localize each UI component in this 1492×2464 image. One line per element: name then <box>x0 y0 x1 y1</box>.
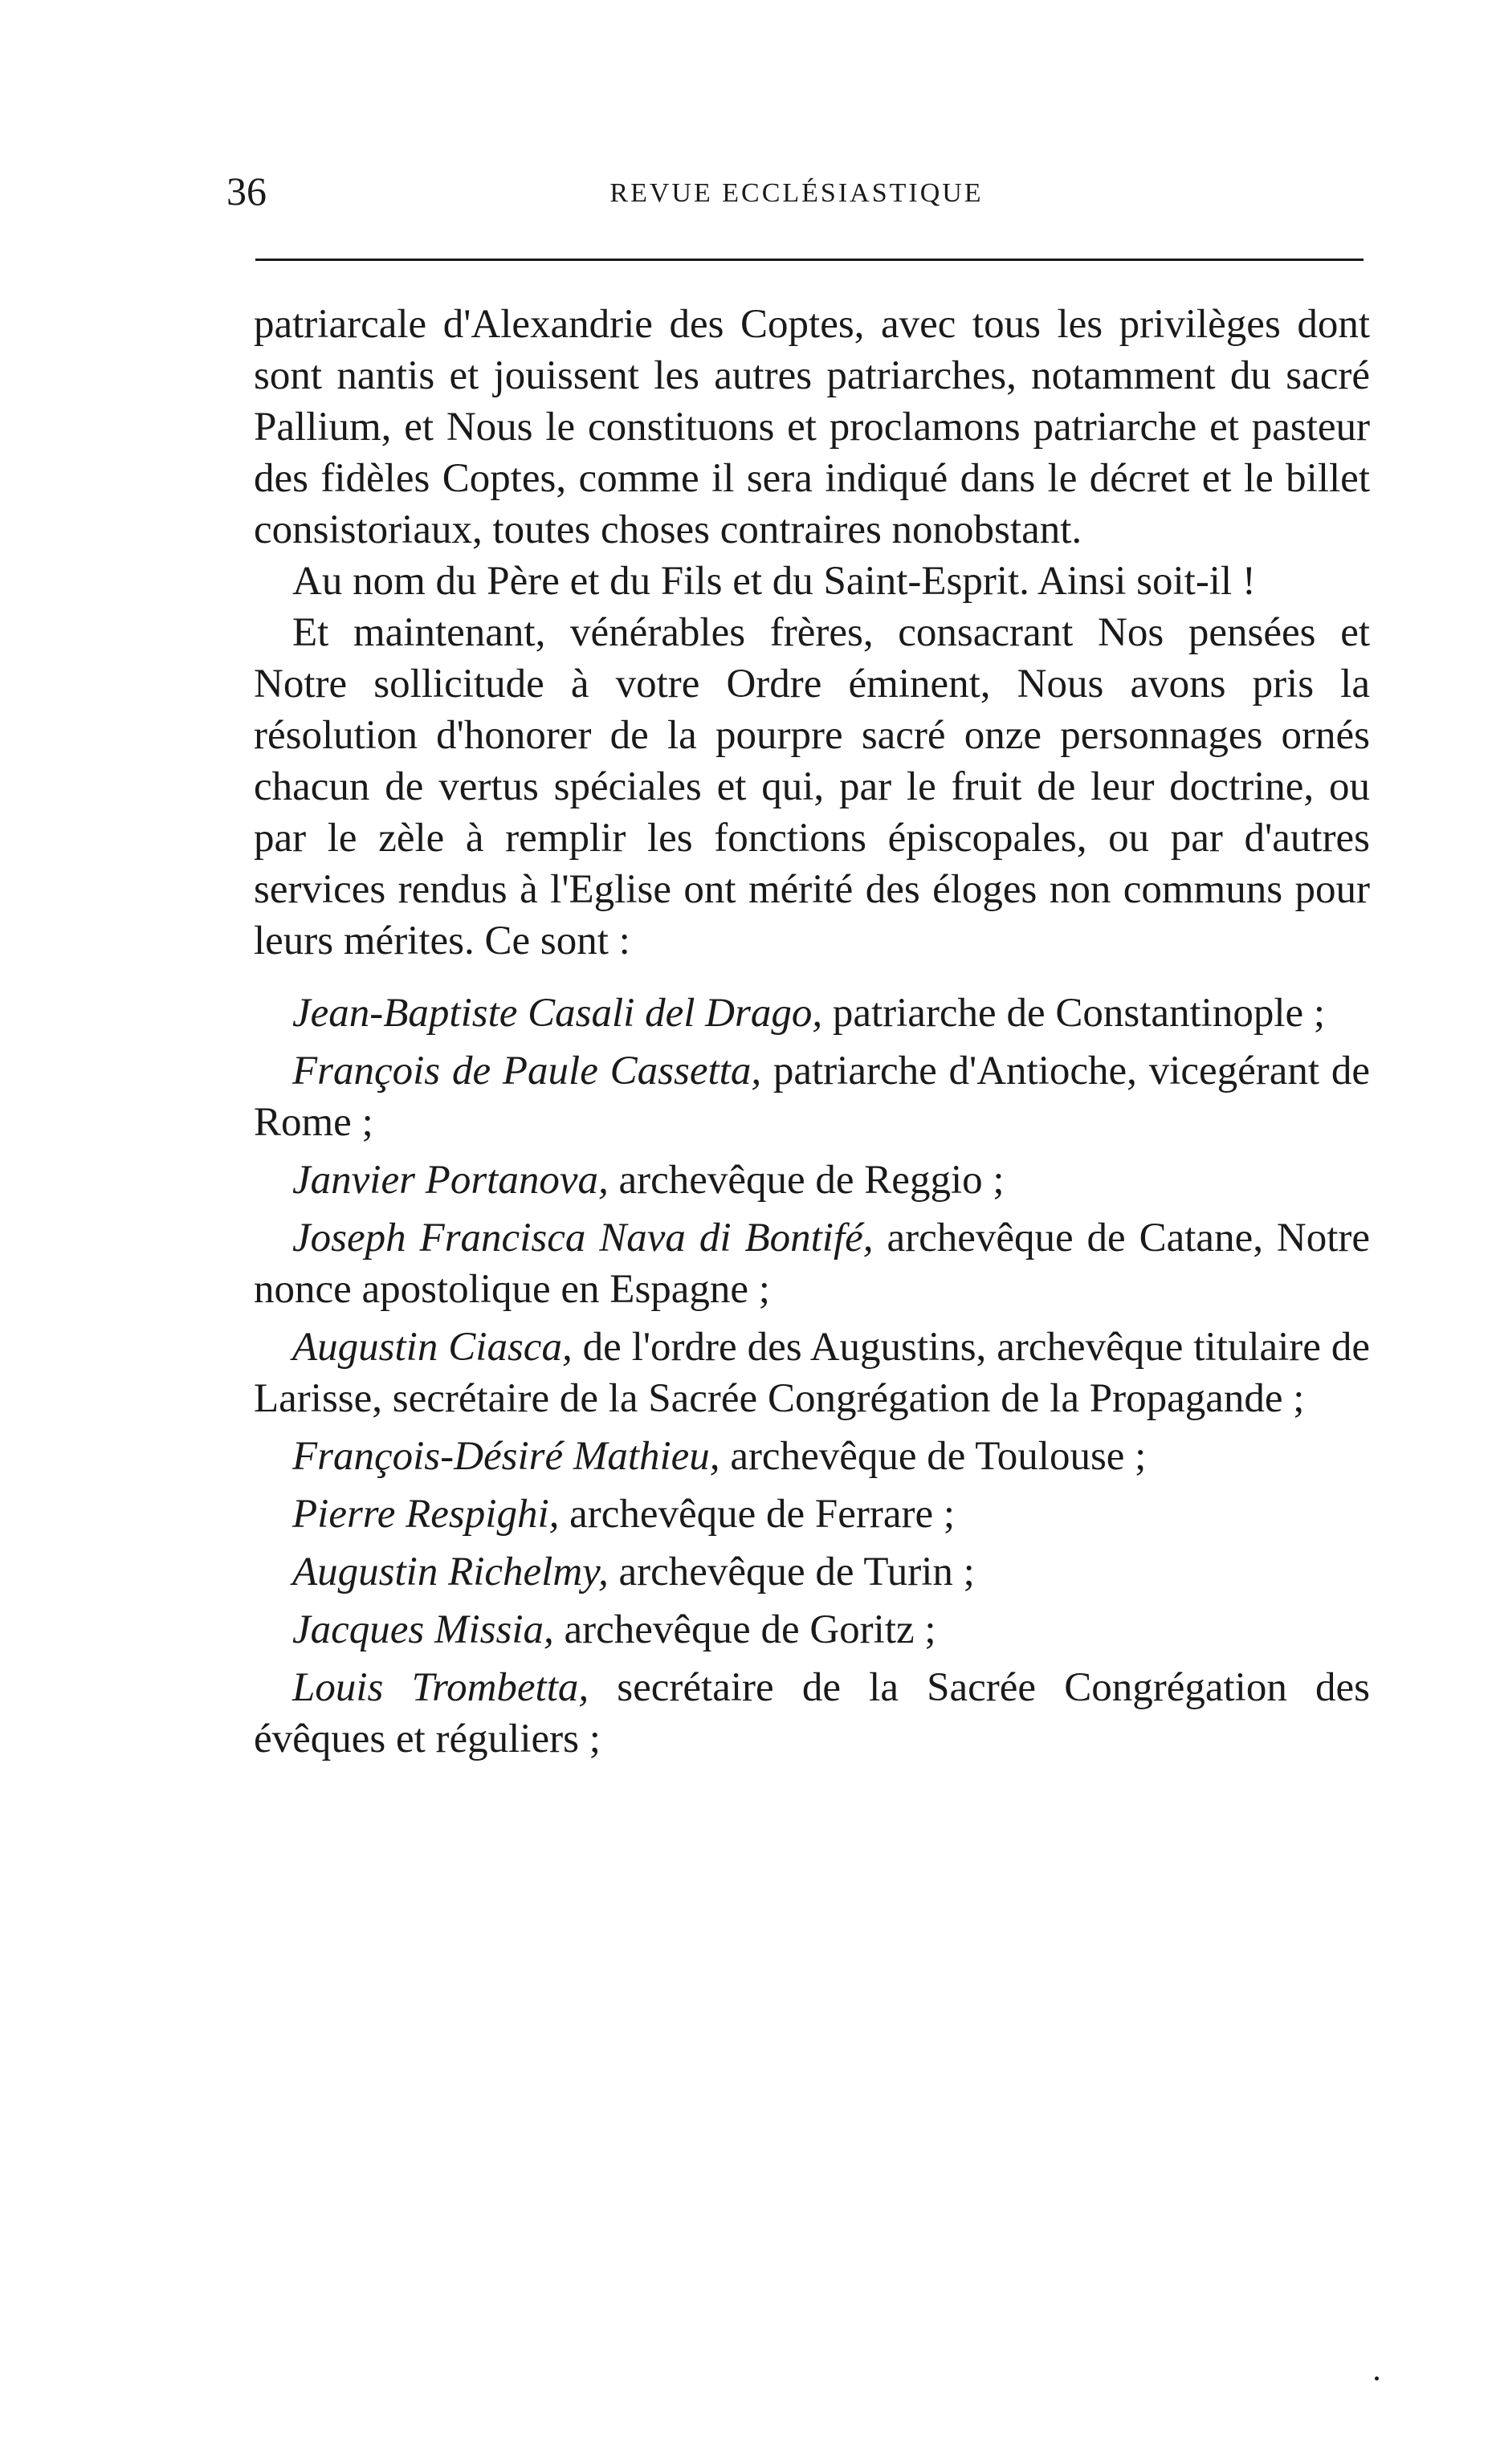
cardinal-title: archevêque de Catane, Notre nonce apostolique en Espagne ; <box>254 1216 1371 1312</box>
cardinal-title: patriarche d'Antioche, vicegérant de Rome ; <box>254 1049 1370 1145</box>
list-item <box>254 1155 1370 1206</box>
cardinal-title: archevêque de Turin ; <box>608 1550 975 1594</box>
header-rule <box>255 259 1364 261</box>
page-number: 36 <box>226 169 267 214</box>
cardinal-list <box>254 988 1370 1765</box>
cardinal-title: de l'ordre des Augustins, archevêque titulaire de Larisse, secrétaire de la Sacrée Congrégation de la Propagande ; <box>254 1325 1370 1421</box>
cardinal-title: archevêque de Reggio ; <box>608 1158 1005 1203</box>
list-item <box>254 1604 1370 1656</box>
page-header <box>226 167 1367 215</box>
list-item <box>254 1546 1370 1598</box>
cardinal-name: Jacques Missia, <box>292 1607 554 1652</box>
cardinal-title: secrétaire de la Sacrée Congrégation des évêques et réguliers ; <box>254 1665 1370 1761</box>
cardinal-title: patriarche de Constantinople ; <box>822 991 1326 1036</box>
cardinal-name: Louis Trombetta, <box>292 1665 589 1710</box>
list-item <box>254 1212 1370 1315</box>
list-item <box>254 1322 1370 1424</box>
paragraph-invocation: Au nom du Père et du Fils et du Saint-Esprit. Ainsi soit-il ! <box>292 559 1256 604</box>
body-text <box>254 299 1370 1771</box>
paragraph-announcement: Et maintenant, vénérables frères, consacrant Nos pensées et Notre sollicitude à votre Ordre éminent, Nous avons pris la résolution d'honorer de la pourpre sacré onze personnages ornés chacun de vertus spéciales et qui, par le fruit de leur doctrine, ou par le zèle à remplir les fonctions épiscopales, ou par d'autres services rendus à l'Eglise ont mérité des éloges non communs pour leurs mérites. Ce sont : <box>254 610 1370 963</box>
cardinal-name: Augustin Richelmy, <box>292 1550 609 1594</box>
running-title: REVUE ECCLÉSIASTIQUE <box>609 178 984 208</box>
cardinal-name: Augustin Ciasca, <box>292 1325 573 1370</box>
cardinal-title: archevêque de Goritz ; <box>553 1607 936 1652</box>
cardinal-name: François-Désiré Mathieu, <box>292 1434 720 1479</box>
cardinal-name: Pierre Respighi, <box>292 1492 560 1537</box>
list-item <box>254 1431 1370 1482</box>
paragraph-continuation: patriarcale d'Alexandrie des Coptes, avec tous les privilèges dont sont nantis et jouissent les autres patriarches, notamment du sacré Pallium, et Nous le constituons et proclamons patriarche et pasteur des fidèles Coptes, comme il sera indiqué dans le décret et le billet consistoriaux, toutes choses contraires nonobstant. <box>254 302 1370 552</box>
cardinal-name: Jean-Baptiste Casali del Drago, <box>292 991 823 1036</box>
list-item <box>254 988 1370 1039</box>
cardinal-title: archevêque de Toulouse ; <box>720 1434 1147 1479</box>
print-speck <box>1375 2376 1379 2381</box>
list-item <box>254 1045 1370 1148</box>
cardinal-name: Janvier Portanova, <box>292 1158 609 1203</box>
list-item <box>254 1489 1370 1540</box>
cardinal-name: Joseph Francisca Nava di Bontifé, <box>292 1216 874 1261</box>
list-item <box>254 1662 1370 1765</box>
cardinal-title: archevêque de Ferrare ; <box>559 1492 956 1537</box>
cardinal-name: François de Paule Cassetta, <box>292 1049 762 1094</box>
